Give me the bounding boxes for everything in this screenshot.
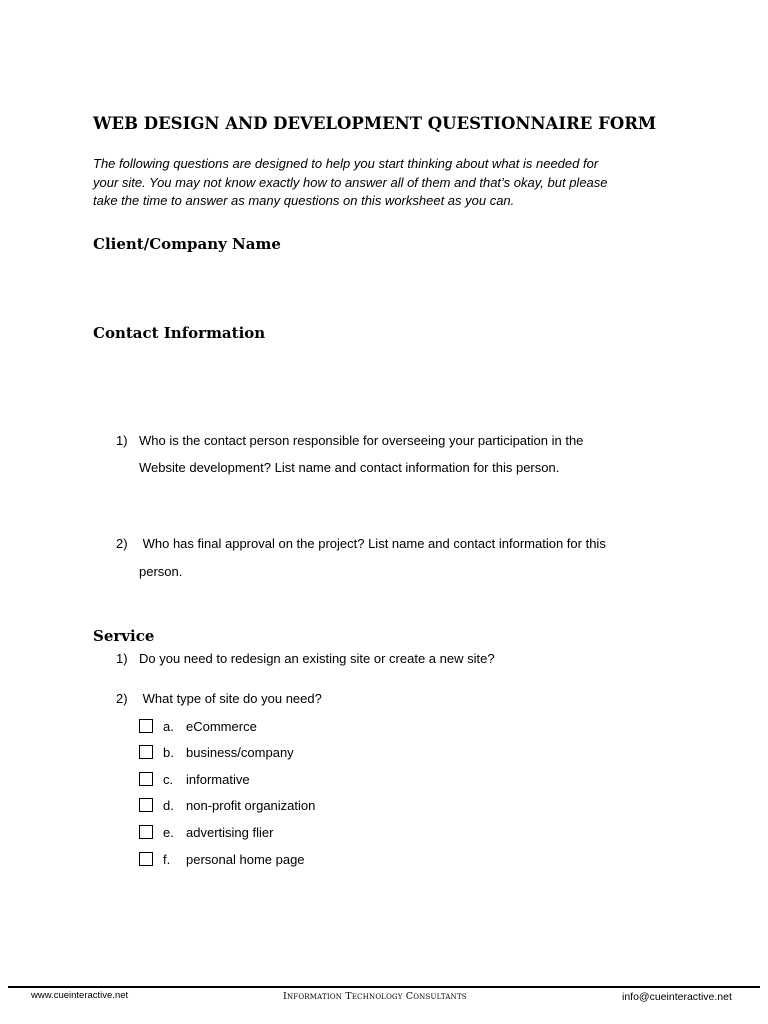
form-title: WEB DESIGN AND DEVELOPMENT QUESTIONNAIRE FORM [93, 114, 657, 133]
question-text: Website development? List name and contact information for this person. [139, 460, 560, 475]
question-number: 2) [116, 536, 128, 551]
checkbox[interactable] [139, 745, 153, 759]
footer-divider [8, 986, 760, 988]
option-letter: d. [163, 798, 174, 813]
footer-website-link[interactable]: www.cueinteractive.net [31, 990, 129, 1001]
option-label: personal home page [186, 852, 305, 867]
footer-tagline: Information Technology Consultants [283, 991, 467, 1002]
contact-information-heading: Contact Information [93, 324, 266, 342]
checkbox[interactable] [139, 798, 153, 812]
intro-line: your site. You may not know exactly how to answer all of them and that’s okay, but please [93, 174, 608, 190]
option-label: advertising flier [186, 825, 274, 840]
question-text: Who is the contact person responsible for overseeing your participation in the [139, 433, 584, 448]
option-letter: a. [163, 719, 174, 734]
footer-email-link[interactable]: info@cueinteractive.net [622, 991, 732, 1003]
question-text: Who has final approval on the project? List name and contact information for this [139, 536, 606, 551]
question-number: 2) [116, 691, 128, 706]
option-letter: f. [163, 852, 171, 867]
client-company-heading: Client/Company Name [93, 235, 281, 253]
option-letter: c. [163, 772, 174, 787]
option-label: eCommerce [186, 719, 257, 734]
question-text: person. [139, 564, 183, 579]
question-number: 1) [116, 433, 128, 448]
option-letter: b. [163, 745, 174, 760]
option-label: business/company [186, 745, 294, 760]
checkbox[interactable] [139, 852, 153, 866]
checkbox[interactable] [139, 772, 153, 786]
service-heading: Service [93, 627, 155, 645]
intro-line: The following questions are designed to help you start thinking about what is needed for [93, 156, 599, 171]
checkbox[interactable] [139, 825, 153, 839]
intro-paragraph [93, 155, 703, 211]
option-label: informative [186, 772, 250, 787]
question-text: What type of site do you need? [139, 691, 322, 706]
option-letter: e. [163, 825, 174, 840]
intro-line: take the time to answer as many questions on this worksheet as you can. [93, 193, 515, 208]
checkbox[interactable] [139, 719, 153, 733]
question-text: Do you need to redesign an existing site or create a new site? [139, 651, 495, 666]
question-number: 1) [116, 651, 128, 666]
option-label: non-profit organization [186, 798, 316, 813]
